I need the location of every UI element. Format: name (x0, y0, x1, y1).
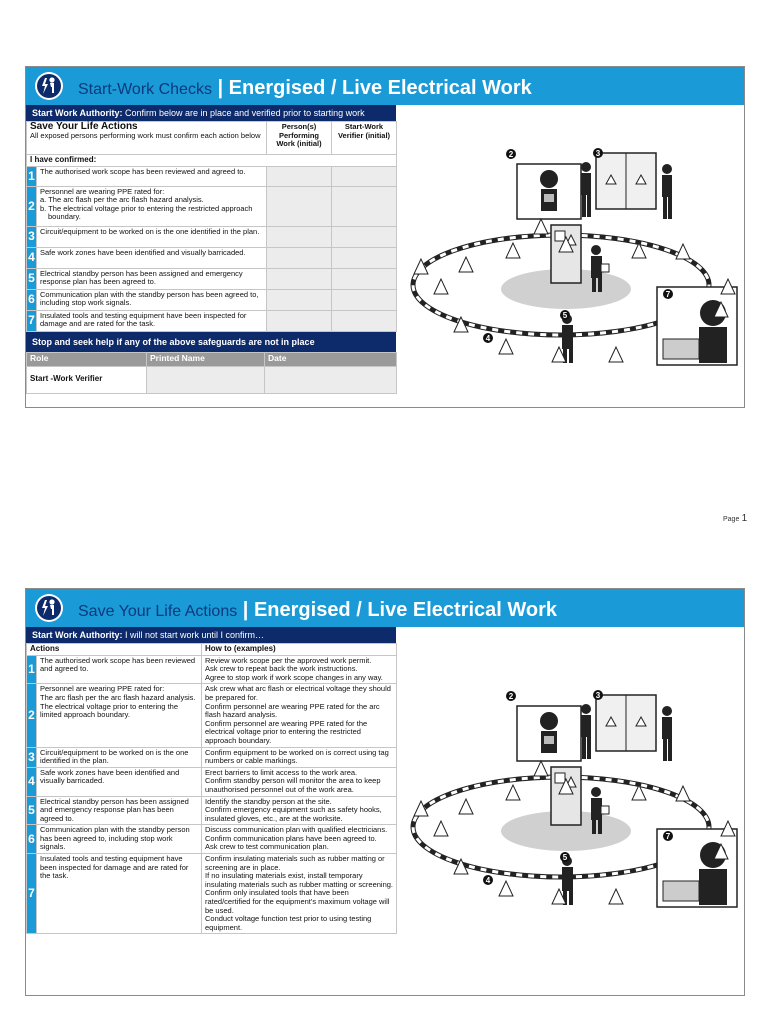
how-line: Confirm standby person will monitor the area to keep unauthorised personnel out of the work area. (205, 776, 381, 794)
work-zone-illustration (401, 117, 741, 382)
callout-4: 4 (485, 334, 491, 343)
how-to-text (202, 767, 397, 796)
card-title (78, 77, 532, 100)
col-printed-name: Printed Name (147, 352, 265, 366)
callout-7: 7 (665, 290, 671, 299)
action-row (27, 747, 397, 767)
signoff-table (26, 352, 397, 394)
action-row (27, 655, 397, 684)
how-line: Confirm emergency equipment such as safety hooks, insulated gloves, etc., are at the worksite. (205, 805, 382, 823)
col-persons-performing: Person(s) Performing Work (initial) (267, 122, 332, 155)
item-number: 5 (27, 268, 37, 289)
how-line: Review work scope per the approved work permit. (205, 655, 372, 665)
page-number (723, 513, 747, 524)
check-row (27, 166, 397, 186)
item-text: The authorised work scope has been reviewed and agreed to. (37, 166, 267, 186)
item-number: 2 (27, 684, 37, 747)
item-text: Insulated tools and testing equipment have been inspected for damage and are rated for the task. (37, 310, 267, 331)
item-number: 6 (27, 289, 37, 310)
how-line: Discuss communication plan with qualified electricians. (205, 825, 388, 835)
action-row (27, 854, 397, 934)
how-to-text (202, 655, 397, 684)
how-line: Confirm equipment to be worked on is correct using tag numbers or cable markings. (205, 747, 389, 766)
verifier-initial-cell[interactable] (332, 247, 397, 268)
authority-text: Confirm below are in place and verified prior to starting work (122, 108, 365, 118)
item-sub-line: a. The arc flash per the arc flash hazard analysis. (40, 195, 204, 205)
item-number: 4 (27, 247, 37, 268)
col-actions: Actions (27, 644, 202, 656)
persons-initial-cell[interactable] (267, 166, 332, 186)
how-line: Erect barriers to limit access to the work area. (205, 767, 358, 777)
checks-table (26, 121, 397, 332)
work-zone-scene (413, 153, 737, 365)
item-number: 1 (27, 166, 37, 186)
callout-4-badge (483, 875, 493, 885)
col-role: Role (27, 352, 147, 366)
page-number-value: 1 (741, 513, 748, 524)
callout-5: 5 (562, 853, 568, 862)
work-zone-illustration (401, 659, 741, 924)
title-band (26, 67, 744, 105)
verifier-initial-cell[interactable] (332, 166, 397, 186)
title-separator: | (211, 77, 229, 99)
how-line: Ask crew to repeat back the work instructions. (205, 664, 358, 674)
how-to-text (202, 825, 397, 854)
how-line: Confirm insulating materials such as rubber matting or screening are in place. (205, 854, 385, 872)
authority-text: I will not start work until I confirm… (122, 630, 265, 640)
persons-initial-cell[interactable] (267, 268, 332, 289)
action-sub-line: The arc flash per the arc flash hazard analysis. (40, 692, 196, 702)
how-line: Agree to stop work if work scope changes in any way. (205, 672, 383, 682)
persons-initial-cell[interactable] (267, 247, 332, 268)
how-line: Confirm personnel are wearing PPE rated for the electrical voltage prior to entering the restricted approach boundary. (205, 718, 368, 745)
authority-label: Start Work Authority: (32, 108, 123, 118)
check-row (27, 268, 397, 289)
how-line: Identify the standby person at the site. (205, 796, 332, 806)
how-line: Ask crew what arc flash or electrical voltage they should be prepared for. (205, 684, 391, 702)
action-text: The authorised work scope has been reviewed and agreed to. (37, 655, 202, 684)
how-to-text (202, 854, 397, 934)
action-text: Insulated tools and testing equipment have been inspected for damage and are rated for the task. (37, 854, 202, 934)
authority-label: Start Work Authority: (32, 630, 123, 640)
stop-seek-help-banner: Stop and seek help if any of the above safeguards are not in place (26, 332, 396, 352)
title-band (26, 589, 744, 627)
how-line: Ask crew to test communication plan. (205, 842, 329, 852)
confirmed-label: I have confirmed: (27, 155, 397, 167)
card-title (78, 599, 557, 622)
how-line: Confirm personnel are wearing PPE rated for the arc flash hazard analysis. (205, 701, 380, 720)
check-row (27, 247, 397, 268)
how-to-text (202, 684, 397, 747)
item-number: 6 (27, 825, 37, 854)
action-text: Circuit/equipment to be worked on is the one identified in the plan. (37, 747, 202, 767)
persons-initial-cell[interactable] (267, 186, 332, 226)
action-row (27, 684, 397, 747)
col-how-to: How to (examples) (202, 644, 397, 656)
callout-4: 4 (485, 876, 491, 885)
title-main: Energised / Live Electrical Work (228, 77, 532, 99)
persons-initial-cell[interactable] (267, 310, 332, 331)
action-row (27, 825, 397, 854)
verifier-initial-cell[interactable] (332, 268, 397, 289)
title-sub: Save Your Life Actions (78, 603, 238, 620)
how-line: Conduct voltage function test prior to using testing equipment. (205, 914, 372, 932)
item-text: Communication plan with the standby person has been agreed to, including stop work signals. (37, 289, 267, 310)
callout-3: 3 (595, 691, 601, 700)
callout-5-badge (560, 852, 570, 862)
callout-2-badge (506, 691, 516, 701)
verifier-initial-cell[interactable] (332, 186, 397, 226)
item-text: Electrical standby person has been assigned and emergency response plan has been agreed to. (37, 268, 267, 289)
how-to-text (202, 747, 397, 767)
verifier-initial-cell[interactable] (332, 310, 397, 331)
item-number: 4 (27, 767, 37, 796)
action-text (37, 684, 202, 747)
action-text: Communication plan with the standby person has been agreed to, including stop work signals. (37, 825, 202, 854)
persons-initial-cell[interactable] (267, 226, 332, 247)
how-line: If no insulating materials exist, install temporary insulating materials such as rubber matting or screening. (205, 871, 394, 889)
start-work-authority-bar (26, 105, 396, 121)
actions-panel (26, 627, 396, 934)
item-number: 1 (27, 655, 37, 684)
role-start-work-verifier: Start -Work Verifier (27, 366, 147, 393)
callout-2: 2 (508, 692, 514, 701)
callout-7-badge (663, 831, 673, 841)
date-field[interactable] (265, 366, 397, 393)
callout-3-badge (593, 148, 603, 158)
item-text: Circuit/equipment to be worked on is the one identified in the plan. (37, 226, 267, 247)
how-to-text (202, 796, 397, 825)
check-row (27, 289, 397, 310)
item-text-line: Personnel are wearing PPE rated for: (40, 186, 165, 196)
action-line: Personnel are wearing PPE rated for: (40, 684, 165, 694)
title-main: Energised / Live Electrical Work (253, 599, 558, 621)
item-number: 5 (27, 796, 37, 825)
col-start-work-verifier: Start-Work Verifier (initial) (332, 122, 397, 155)
callout-2-badge (506, 149, 516, 159)
verifier-initial-cell[interactable] (332, 289, 397, 310)
action-text: Electrical standby person has been assigned and emergency response plan has been agreed to. (37, 796, 202, 825)
check-row (27, 310, 397, 331)
start-work-checks-card (25, 66, 745, 408)
check-row (27, 226, 397, 247)
title-sub: Start-Work Checks (78, 81, 212, 98)
callout-4-badge (483, 333, 493, 343)
checks-panel (26, 105, 396, 394)
action-row (27, 796, 397, 825)
how-line: Confirm communication plans have been agreed to. (205, 833, 377, 843)
verifier-initial-cell[interactable] (332, 226, 397, 247)
checks-table-header (27, 122, 397, 155)
item-text (37, 186, 267, 226)
item-sub-line: b. The electrical voltage prior to entering the restricted approach boundary. (40, 203, 253, 222)
callout-3-badge (593, 690, 603, 700)
callout-7: 7 (665, 832, 671, 841)
col-date: Date (265, 352, 397, 366)
title-separator: | (237, 599, 254, 621)
page-label: Page (723, 516, 740, 523)
table-description: All exposed persons performing work must confirm each action below (30, 130, 261, 140)
item-number: 3 (27, 226, 37, 247)
callout-5-badge (560, 310, 570, 320)
start-work-authority-bar (26, 627, 396, 643)
table-title: Save Your Life Actions (30, 121, 138, 132)
action-row (27, 767, 397, 796)
electrical-worker-icon (34, 71, 64, 101)
callout-2: 2 (508, 150, 514, 159)
check-row (27, 186, 397, 226)
printed-name-field[interactable] (147, 366, 265, 393)
item-text: Safe work zones have been identified and visually barricaded. (37, 247, 267, 268)
callout-3: 3 (595, 149, 601, 158)
item-number: 3 (27, 747, 37, 767)
action-text: Safe work zones have been identified and visually barricaded. (37, 767, 202, 796)
item-number: 7 (27, 310, 37, 331)
actions-table (26, 643, 397, 934)
electrical-worker-icon (34, 593, 64, 623)
persons-initial-cell[interactable] (267, 289, 332, 310)
action-sub-line: The electrical voltage prior to entering the limited approach boundary. (40, 701, 178, 720)
how-line: Confirm only insulated tools that have been rated/certified for the equipment's maximum voltage will be used. (205, 888, 390, 915)
item-number: 7 (27, 854, 37, 934)
save-your-life-actions-card (25, 588, 745, 996)
item-number: 2 (27, 186, 37, 226)
work-zone-scene (413, 695, 737, 907)
callout-7-badge (663, 289, 673, 299)
callout-5: 5 (562, 311, 568, 320)
